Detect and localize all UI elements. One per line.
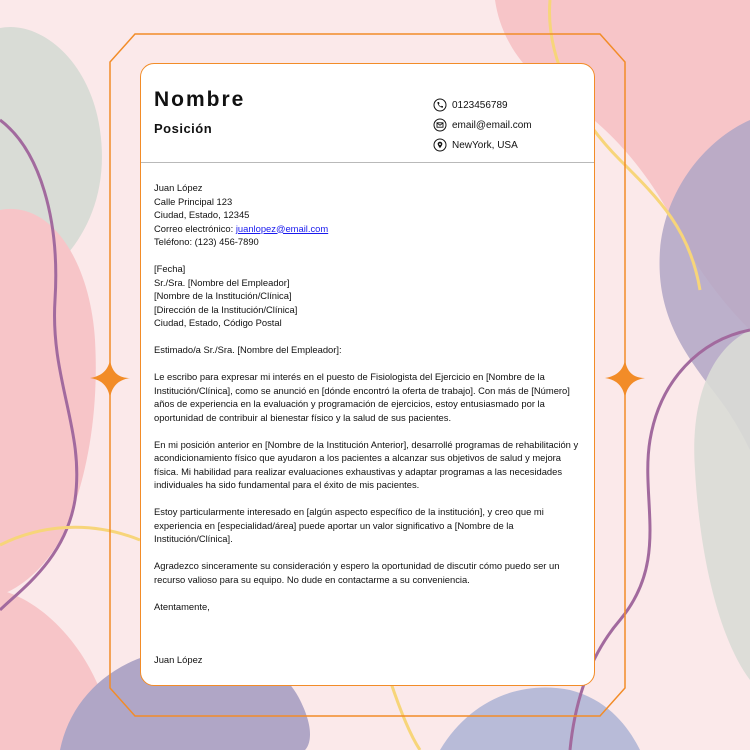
letter-paragraph-2: En mi posición anterior en [Nombre de la Institución Anterior], desarrollé programas de rehabilitación y acondicionamiento físico que ayudaron a los pacientes a alcanzar sus objetivos de salud y mejora física. Mi habilidad para realizar evaluaciones exhaustivas y adaptar programas a las necesidades individuales ha sido fundamental para el éxito de mis pacientes.: [154, 438, 579, 490]
header-divider: [141, 162, 594, 163]
phone-icon: [433, 98, 447, 112]
letter-greeting: Estimado/a Sr./Sra. [Nombre del Empleador]:: [154, 344, 342, 355]
contact-phone: [433, 95, 532, 115]
sender-email-label: Correo electrónico:: [154, 222, 234, 234]
applicant-name: Nombre: [154, 88, 246, 111]
sender-city: Ciudad, Estado, 12345: [154, 209, 250, 220]
contact-email: [433, 115, 532, 135]
letter-paragraph-4: Agradezco sinceramente su consideración y espero la oportunidad de discutir cómo puedo ser un recurso valioso para su equipo. No dude en contactarme a su conveniencia.: [154, 560, 560, 585]
letter-body: [154, 181, 584, 680]
applicant-position: Posición: [154, 121, 213, 136]
sender-phone: Teléfono: (123) 456-7890: [154, 236, 259, 247]
sender-block: [154, 181, 584, 249]
recipient-institution: [Nombre de la Institución/Clínica]: [154, 290, 292, 301]
email-text: email@email.com: [452, 119, 532, 131]
letter-paragraph-1: Le escribo para expresar mi interés en el puesto de Fisiologista del Ejercicio en [Nombre de la Institución/Clínica], como se anunció en [dónde encontró la oferta de trabajo]. Con más de [Número] años de experiencia en la evaluación y programación de ejercicios, estoy entusiasmado por la oportunidad de contribuir al bienestar físico y la salud de sus pacientes.: [154, 371, 570, 423]
recipient-employer: Sr./Sra. [Nombre del Empleador]: [154, 276, 290, 288]
letter-signature: Juan López: [154, 654, 203, 665]
contact-location: [433, 135, 532, 155]
recipient-address: [Dirección de la Institución/Clínica]: [154, 303, 298, 315]
location-text: NewYork, USA: [452, 139, 518, 151]
sparkle-icon: [90, 360, 130, 398]
location-icon: [433, 138, 447, 152]
sparkle-icon: [605, 360, 645, 398]
recipient-block: [154, 262, 584, 330]
sender-address: Calle Principal 123: [154, 195, 233, 207]
contact-info: [433, 95, 532, 155]
recipient-city: Ciudad, Estado, Código Postal: [154, 317, 282, 328]
letter-closing: Atentamente,: [154, 600, 210, 612]
sender-name: Juan López: [154, 182, 203, 193]
sender-email-link[interactable]: juanlopez@email.com: [235, 222, 329, 234]
phone-text: 0123456789: [452, 99, 508, 111]
letter-paragraph-3: Estoy particularmente interesado en [algún aspecto específico de la institución], y creo que mi experiencia en [especialidad/área] puede aportar un valor significativo a [Nombre de la Institución/Clínica].: [154, 506, 544, 544]
cover-letter-card: [140, 63, 595, 686]
email-icon: [433, 118, 447, 132]
letter-date: [Fecha]: [154, 263, 186, 274]
